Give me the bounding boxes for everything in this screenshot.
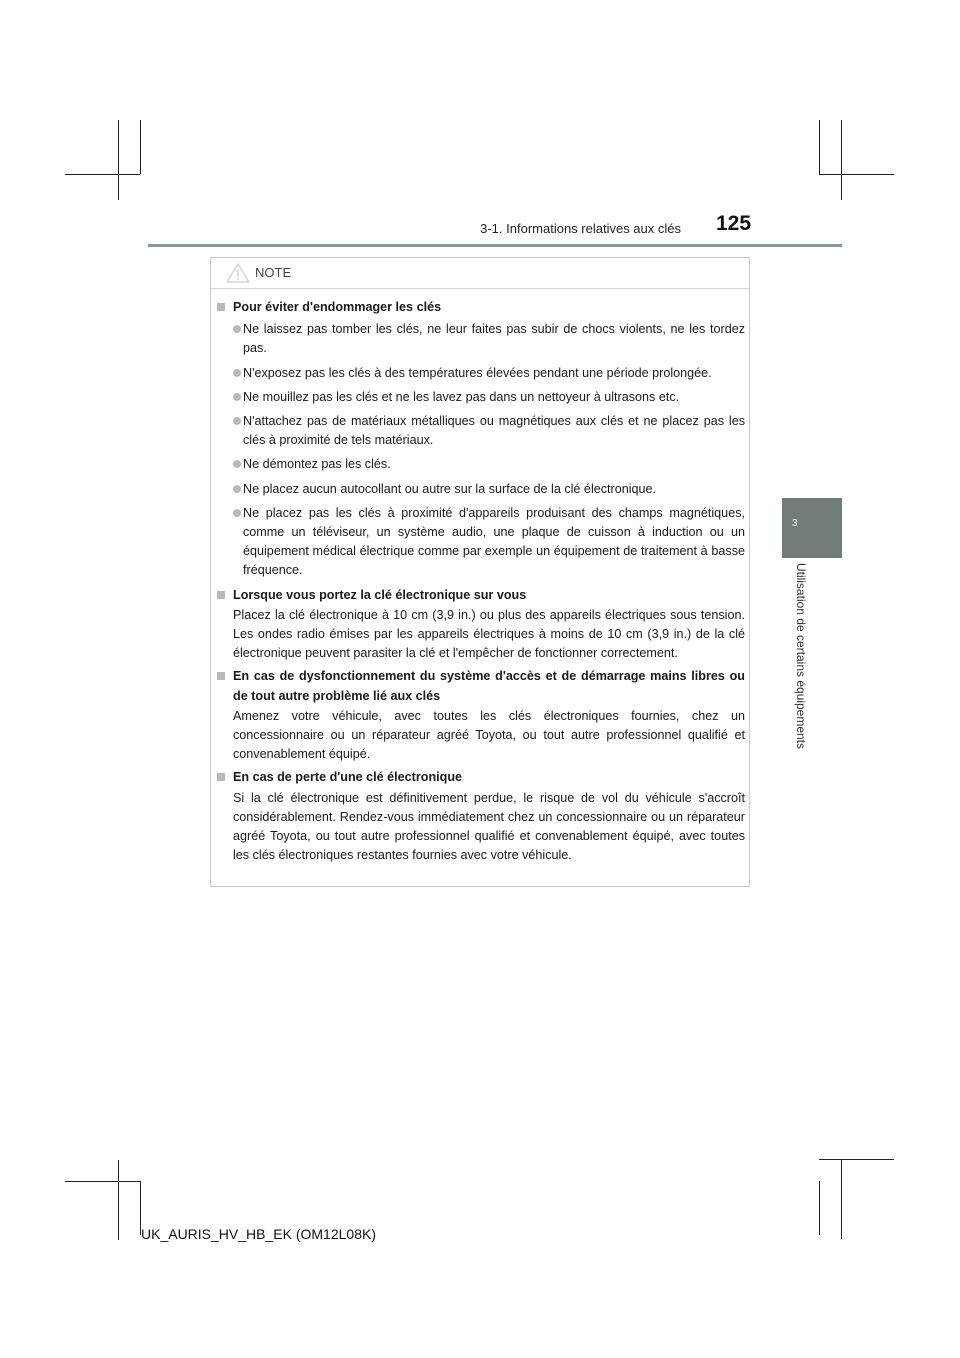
section-heading: En cas de perte d'une clé électronique (233, 770, 463, 785)
crop-mark (118, 1160, 119, 1240)
note-section (217, 586, 745, 664)
round-bullet-icon (233, 509, 241, 517)
crop-mark (841, 120, 842, 200)
list-item: N'exposez pas les clés à des températures élevées pendant une période prolongée. (233, 364, 745, 383)
section-heading: Lorsque vous portez la clé électronique sur vous (233, 587, 527, 602)
page-number: 125 (716, 212, 752, 235)
header-rule (148, 244, 842, 247)
round-bullet-icon (233, 393, 241, 401)
list-item: Ne mouillez pas les clés et ne les lavez pas dans un nettoyeur à ultrasons etc. (233, 388, 745, 407)
list-item: Ne placez aucun autocollant ou autre sur la surface de la clé électronique. (233, 480, 745, 499)
note-header (211, 258, 749, 289)
section-heading: Pour éviter d'endommager les clés (233, 300, 442, 314)
crop-mark (140, 120, 141, 174)
round-bullet-icon (233, 485, 241, 493)
warning-triangle-icon (225, 262, 251, 284)
list-item: Ne démontez pas les clés. (233, 455, 745, 474)
note-title: NOTE (255, 265, 292, 280)
note-section (217, 667, 745, 764)
section-text: Si la clé électronique est définitivement perdue, le risque de vol du véhicule s'accroît considérablement. Rendez-vous immédiatement chez un concessionnaire ou un réparateur agréé Toyota, ou tout autre professionnel qualifié et convenablement équipé, avec toutes les clés électroniques restantes fournies avec votre véhicule. (233, 790, 745, 863)
crop-mark (65, 174, 140, 175)
crop-mark (819, 1181, 820, 1235)
square-bullet-icon (217, 591, 225, 599)
crop-mark (819, 120, 820, 174)
crop-mark (819, 1159, 894, 1160)
note-box (210, 257, 750, 887)
note-section (217, 298, 745, 581)
section-text: Amenez votre véhicule, avec toutes les clés électroniques fournies, chez un concessionnaire ou un réparateur agréé Toyota, ou tout autre professionnel qualifié et convenablement équipé. (233, 708, 745, 762)
chapter-label: Utilisation de certains équipements (794, 562, 808, 750)
round-bullet-icon (233, 369, 241, 377)
round-bullet-icon (233, 325, 241, 333)
section-heading: En cas de dysfonctionnement du système d'accès et de démarrage mains libres ou de tout autre problème lié aux clés (233, 669, 745, 703)
chapter-tab (782, 498, 842, 558)
note-section (217, 768, 745, 865)
round-bullet-icon (233, 460, 241, 468)
document-code: UK_AURIS_HV_HB_EK (OM12L08K) (141, 1226, 376, 1242)
list-item: N'attachez pas de matériaux métalliques ou magnétiques aux clés et ne placez pas les clés à proximité de tels matériaux. (233, 412, 745, 450)
chapter-number: 3 (792, 518, 798, 529)
crop-mark (65, 1181, 140, 1182)
square-bullet-icon (217, 303, 225, 311)
section-title: 3-1. Informations relatives aux clés (480, 221, 681, 236)
crop-mark (841, 1159, 842, 1239)
section-text: Placez la clé électronique à 10 cm (3,9 in.) ou plus des appareils électriques sous tension. Les ondes radio émises par les appareils électriques à moins de 10 cm (3,9 in.) de la clé électronique peuvent parasiter la clé et l'empêcher de fonctionner correctement. (233, 607, 745, 661)
crop-mark (819, 174, 894, 175)
list-item: Ne laissez pas tomber les clés, ne leur faites pas subir de chocs violents, ne les tordez pas. (233, 320, 745, 358)
round-bullet-icon (233, 417, 241, 425)
note-content (217, 298, 745, 869)
square-bullet-icon (217, 672, 225, 680)
list-item: Ne placez pas les clés à proximité d'appareils produisant des champs magnétiques, comme un téléviseur, un système audio, une plaque de cuisson à induction ou un équipement médical électrique comme par exemple un équipement de traitement à basse fréquence. (233, 504, 745, 581)
crop-mark (118, 120, 119, 200)
square-bullet-icon (217, 773, 225, 781)
